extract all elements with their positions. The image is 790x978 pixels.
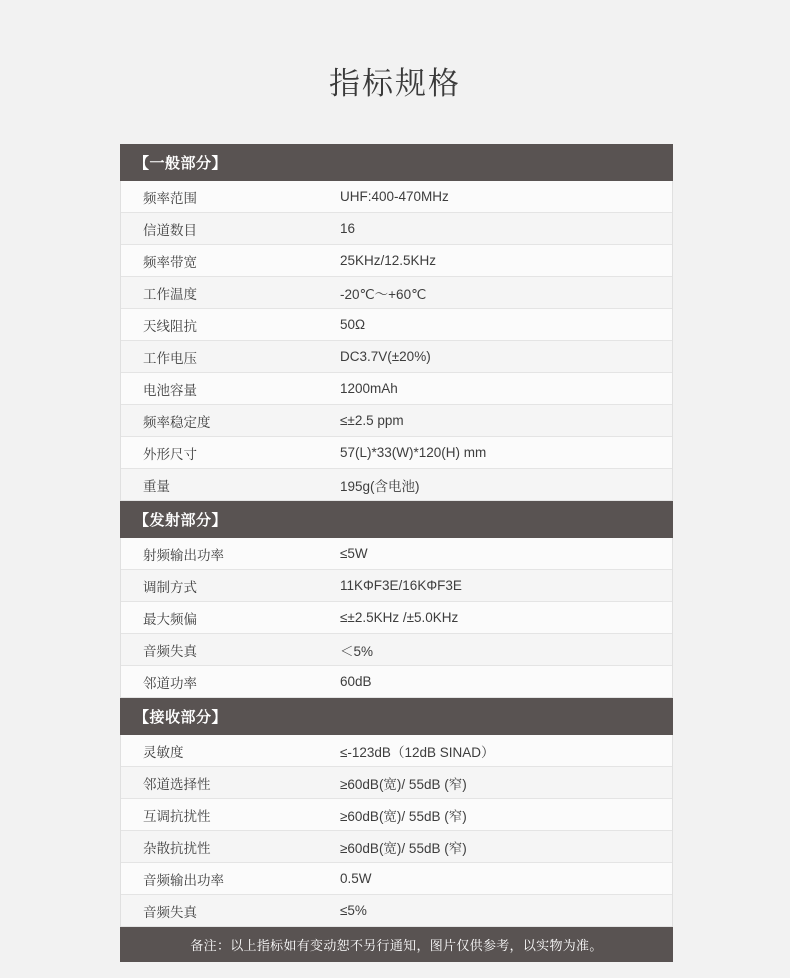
table-row: [121, 437, 672, 469]
row-value: ≤5%: [340, 903, 367, 918]
row-label: 邻道选择性: [143, 776, 211, 792]
table-row: [121, 341, 672, 373]
table-row: [121, 373, 672, 405]
row-label: 电池容量: [143, 382, 197, 398]
row-value: 50Ω: [340, 317, 366, 332]
row-value: 0.5W: [340, 871, 372, 886]
table-row: [121, 469, 672, 501]
row-label: 频率带宽: [143, 254, 197, 270]
row-value: ＜5%: [340, 643, 374, 659]
row-value: ≥60dB(宽)/ 55dB (窄): [340, 776, 467, 792]
table-row: [121, 181, 672, 213]
row-label: 灵敏度: [143, 744, 184, 760]
row-value: 11KΦF3E/16KΦF3E: [340, 578, 462, 593]
section-rows-transmitter: [120, 538, 673, 698]
row-label: 调制方式: [143, 579, 197, 595]
row-value: DC3.7V(±20%): [340, 349, 431, 364]
page-title: 指标规格: [329, 66, 461, 101]
row-label: 音频失真: [143, 643, 197, 659]
row-value: ≤-123dB（12dB SINAD）: [340, 744, 495, 760]
table-row: [121, 602, 672, 634]
section-heading-general: 【一般部分】: [120, 144, 673, 181]
row-label: 邻道功率: [143, 675, 197, 691]
table-row: [121, 666, 672, 698]
table-row: [121, 213, 672, 245]
table-row: [121, 863, 672, 895]
row-label: 外形尺寸: [143, 446, 197, 462]
table-row: [121, 570, 672, 602]
row-value: 25KHz/12.5KHz: [340, 253, 437, 268]
row-label: 信道数目: [143, 222, 197, 238]
table-row: [121, 799, 672, 831]
table-row: [121, 245, 672, 277]
row-value: 1200mAh: [340, 381, 398, 396]
table-row: [121, 538, 672, 570]
table-row: [121, 277, 672, 309]
row-label: 音频输出功率: [143, 872, 224, 888]
row-value: ≤±2.5KHz /±5.0KHz: [340, 610, 459, 625]
row-label: 频率范围: [143, 190, 197, 206]
section-heading-receiver: 【接收部分】: [120, 698, 673, 735]
row-value: 16: [340, 221, 356, 236]
section-rows-general: [120, 181, 673, 501]
row-value: ≥60dB(宽)/ 55dB (窄): [340, 840, 467, 856]
spec-table: [120, 144, 673, 962]
row-label: 互调抗扰性: [143, 808, 211, 824]
row-label: 频率稳定度: [143, 414, 211, 430]
table-row: [121, 735, 672, 767]
row-value: -20℃～+60℃: [340, 286, 427, 302]
row-value: UHF:400-470MHz: [340, 189, 449, 204]
table-row: [121, 831, 672, 863]
row-label: 最大频偏: [143, 611, 197, 627]
table-row: [121, 309, 672, 341]
row-value: ≥60dB(宽)/ 55dB (窄): [340, 808, 467, 824]
table-row: [121, 634, 672, 666]
table-footnote: 备注：以上指标如有变动恕不另行通知，图片仅供参考，以实物为准。: [120, 927, 673, 962]
row-label: 杂散抗扰性: [143, 840, 211, 856]
row-value: 60dB: [340, 674, 372, 689]
row-label: 工作电压: [143, 350, 197, 366]
row-label: 工作温度: [143, 286, 197, 302]
section-rows-receiver: [120, 735, 673, 927]
table-row: [121, 767, 672, 799]
row-value: ≤5W: [340, 546, 368, 561]
table-row: [121, 405, 672, 437]
section-heading-transmitter: 【发射部分】: [120, 501, 673, 538]
row-value: ≤±2.5 ppm: [340, 413, 404, 428]
row-value: 195g(含电池): [340, 478, 420, 494]
row-label: 天线阻抗: [143, 318, 197, 334]
row-value: 57(L)*33(W)*120(H) mm: [340, 445, 487, 460]
row-label: 射频输出功率: [143, 547, 224, 563]
row-label: 音频失真: [143, 904, 197, 920]
table-row: [121, 895, 672, 927]
row-label: 重量: [143, 478, 170, 494]
